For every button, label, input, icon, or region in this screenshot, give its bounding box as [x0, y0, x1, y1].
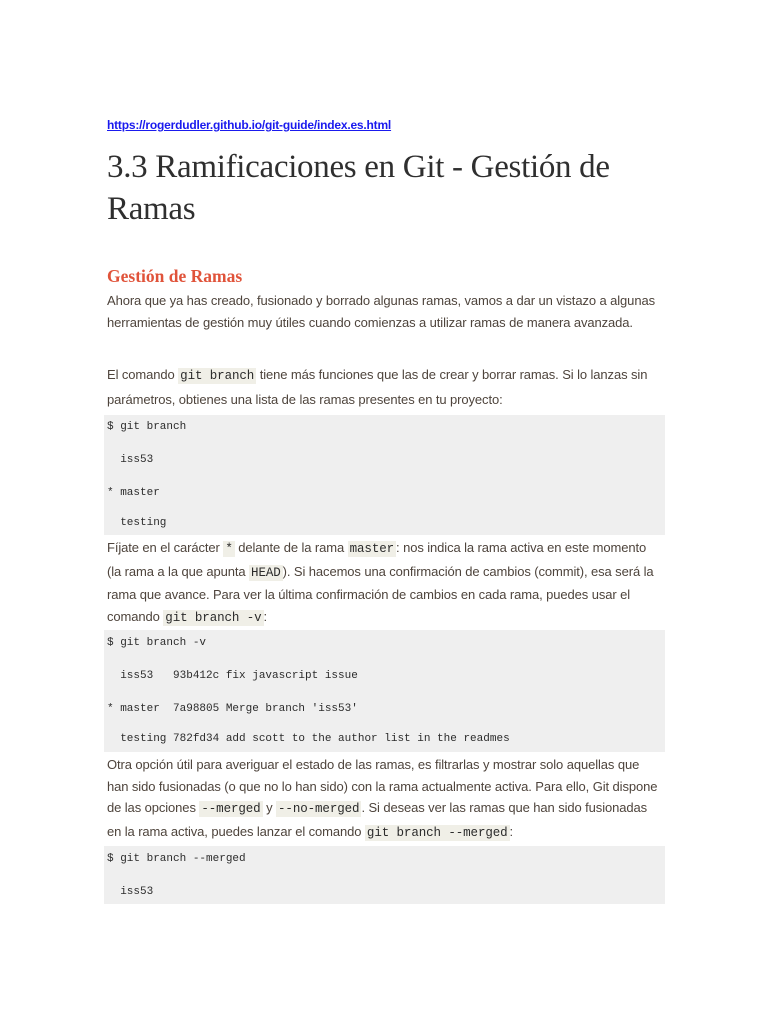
text-segment: : [509, 823, 514, 839]
code-line: * master 7a98805 Merge branch 'iss53' [107, 703, 358, 715]
inline-code: --no-merged [278, 802, 360, 816]
code-line: testing [107, 517, 167, 529]
code-block-git-branch-v [104, 630, 665, 752]
text-segment: delante de la rama [234, 540, 348, 555]
text-segment: El comando [107, 367, 179, 382]
paragraph-active-branch [107, 537, 663, 629]
text-segment: y [262, 800, 277, 815]
inline-code: git branch --merged [366, 825, 508, 840]
page-title: 3.3 Ramificaciones en Git - Gestión de Ramas [107, 149, 610, 227]
code-line: $ git branch [107, 421, 187, 433]
paragraph-merged-filter [107, 754, 663, 844]
code-line: testing 782fd34 add scott to the author list in the readmes [107, 733, 510, 745]
code-line: iss53 [107, 886, 154, 898]
paragraph-git-branch [107, 363, 663, 411]
text-segment: Fíjate en el carácter [107, 540, 224, 555]
text-segment: tiene más funciones que las de crear y borrar ramas. Si lo lanzas sin parámetros, obtienes una lista de las ramas presentes en tu proyecto: [107, 367, 648, 407]
inline-code: git branch [180, 369, 255, 383]
text-segment: ). Si hacemos una confirmación de cambios (commit), esa será la rama que avance. Para ver la última confirmación de cambios en cada rama, puedes usar el comando [107, 563, 654, 624]
text-segment: : nos indica la rama activa en este momento (la rama a la que apunta [107, 540, 647, 579]
text-segment: : [263, 608, 268, 624]
code-block-git-branch [104, 415, 665, 535]
code-line: $ git branch -v [107, 637, 207, 649]
code-line: * master [107, 487, 160, 499]
inline-code: --merged [201, 802, 261, 816]
code-block-git-branch-merged [104, 846, 665, 904]
inline-code: * [225, 542, 233, 556]
code-line: iss53 93b412c fix javascript issue [107, 670, 358, 682]
inline-code: master [349, 542, 395, 556]
code-line: iss53 [107, 454, 154, 466]
code-line: $ git branch --merged [107, 853, 246, 865]
inline-code: git branch -v [165, 610, 262, 625]
inline-code: HEAD [251, 565, 281, 580]
paragraph-intro: Ahora que ya has creado, fusionado y borrado algunas ramas, vamos a dar un vistazo a algunas herramientas de gestión muy útiles cuando comienzas a utilizar ramas de manera avanzada. [107, 293, 655, 330]
source-link[interactable]: https://rogerdudler.github.io/git-guide/index.es.html [107, 118, 392, 132]
text-segment: . Si deseas ver las ramas que han sido fusionadas en la rama activa, puedes lanzar el comando [107, 800, 648, 839]
section-title: Gestión de Ramas [107, 266, 243, 286]
text-segment: Otra opción útil para averiguar el estado de las ramas, es filtrarlas y mostrar solo aquellas que han sido fusionadas (o que no lo han sido) con la rama actualmente activa. Para ello, Git dispone de las opciones [107, 757, 658, 815]
